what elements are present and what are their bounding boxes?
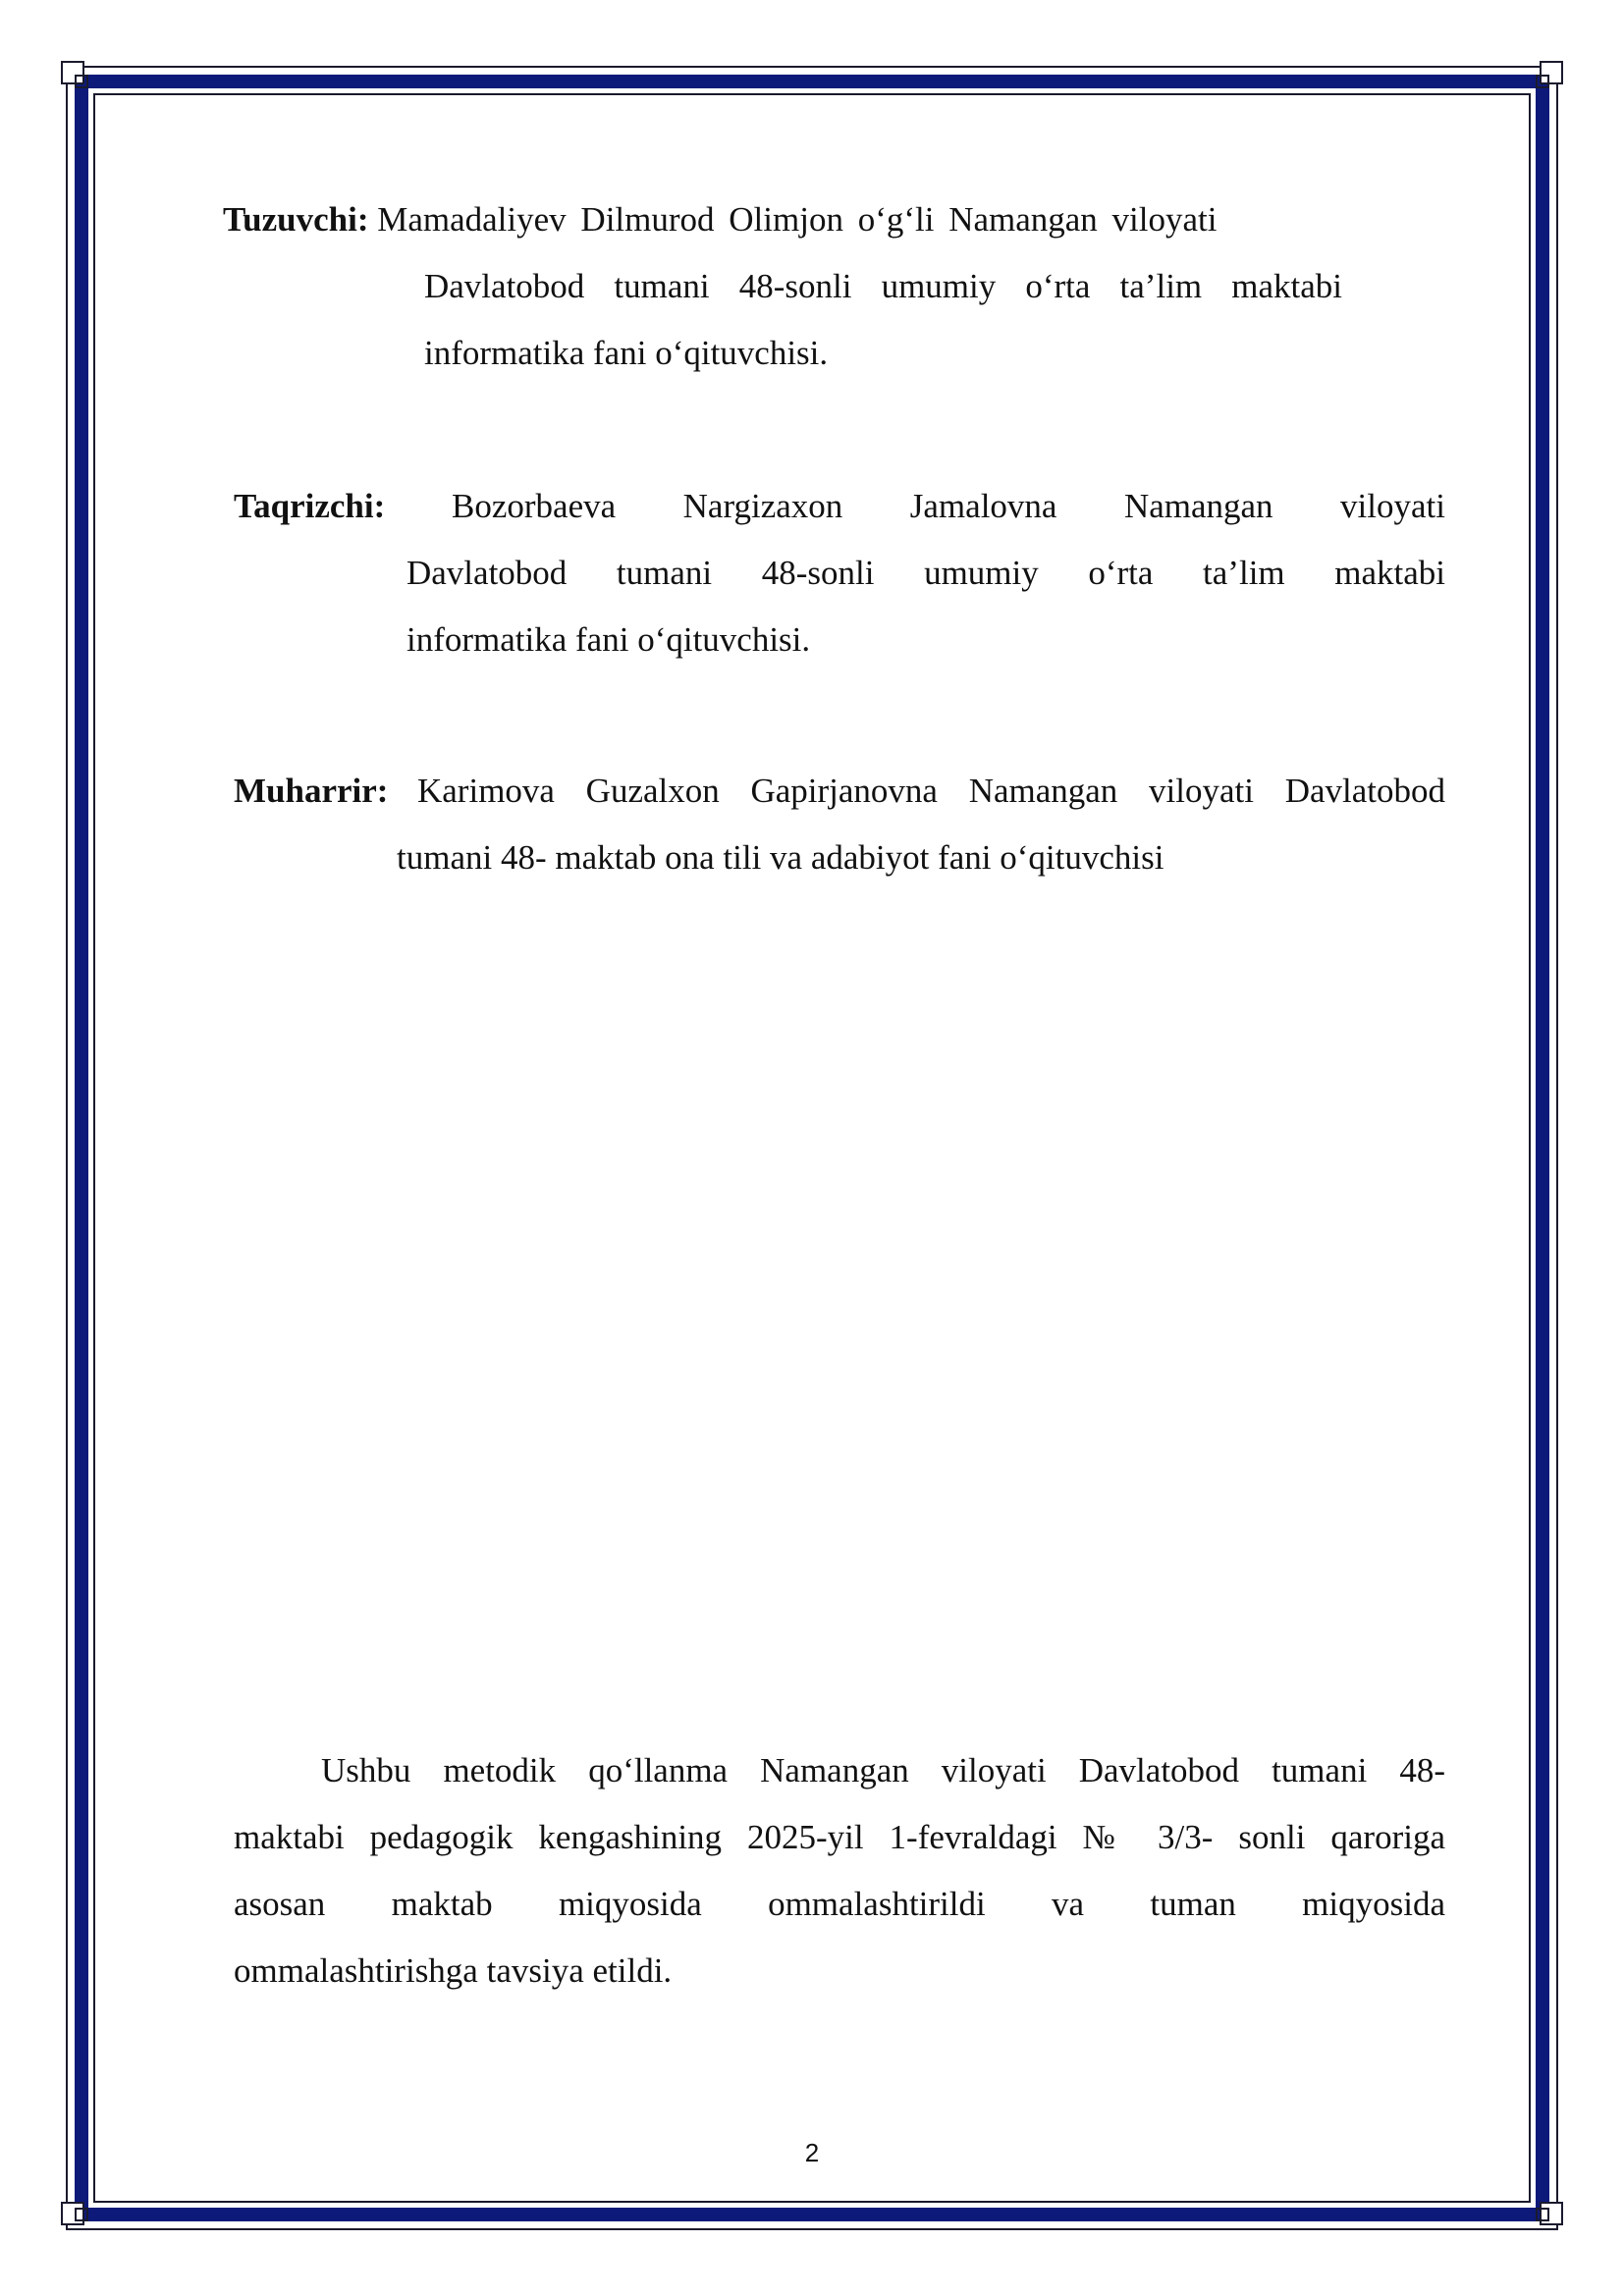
compiler-role: Tuzuvchi:	[223, 200, 369, 239]
compiler-line-3: informatika fani o‘qituvchisi.	[424, 334, 829, 372]
compiler-line-1	[223, 187, 1342, 253]
reviewer-line-3: informatika fani o‘qituvchisi.	[406, 620, 811, 659]
border-corner-bottom-right	[1530, 2202, 1563, 2235]
approval-line-3: asosan maktab miqyosida ommalashtirildi va tuman miqyosida	[234, 1885, 1445, 1923]
compiler-text-1: Mamadaliyev Dilmurod Olimjon o‘g‘li Namangan viloyati	[377, 200, 1218, 239]
reviewer-line-2: Davlatobod tumani 48-sonli umumiy o‘rta ta’lim maktabi	[406, 554, 1445, 592]
approval-line-1: Ushbu metodik qo‘llanma Namangan viloyati Davlatobod tumani 48-	[321, 1751, 1445, 1789]
editor-line-1: Karimova Guzalxon Gapirjanovna Namangan viloyati Davlatobod	[417, 772, 1445, 810]
approval-line-4: ommalashtirishga tavsiya etildi.	[234, 1951, 673, 1990]
editor-line-2: tumani 48- maktab ona tili va adabiyot fani o‘qituvchisi	[397, 838, 1164, 877]
border-corner-bottom-left	[61, 2202, 94, 2235]
border-corner-top-right	[1530, 61, 1563, 94]
compiler-line-2: Davlatobod tumani 48-sonli umumiy o‘rta ta’lim maktabi	[424, 267, 1342, 305]
page-number: 2	[804, 2138, 820, 2167]
reviewer-role: Taqrizchi:	[234, 487, 386, 525]
border-corner-top-left	[61, 61, 94, 94]
editor-role: Muharrir:	[234, 772, 389, 810]
reviewer-line-1: Bozorbaeva Nargizaxon Jamalovna Namangan viloyati	[452, 487, 1445, 525]
approval-line-2: maktabi pedagogik kengashining 2025-yil 1-fevraldagi № 3/3- sonli qaroriga	[234, 1818, 1445, 1856]
